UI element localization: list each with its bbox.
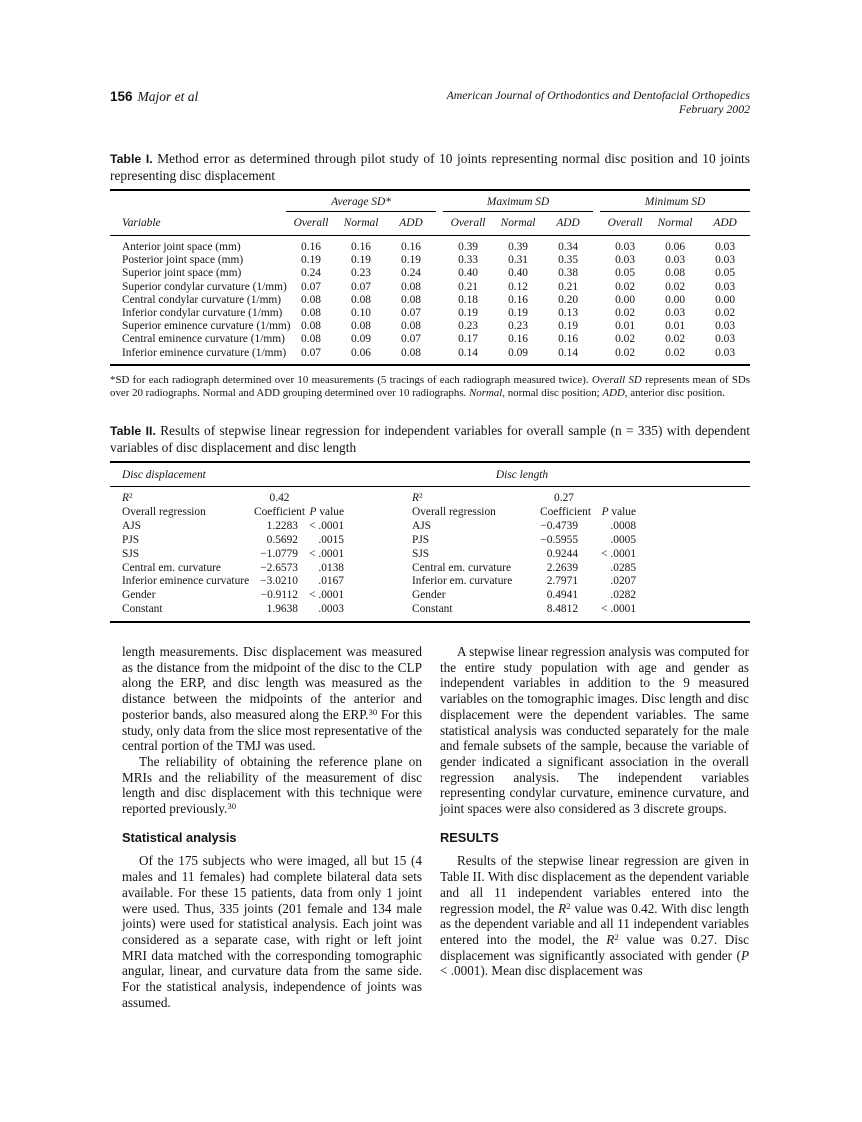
subheader-add: ADD <box>386 212 436 236</box>
column-spacer <box>352 603 400 622</box>
paragraph: A stepwise linear regression analysis was computed for the entire study population with age and gender as independent variables in addition to the 9 measured variables on the tomographic images. Disc length and disc displacement were the dependent variables. The same statistical analysis was conducted separately for the male and female subsets of the sample, because the variable of gender indicated a significant association in the overall regression analysis. The independent variables representing condylar curvature, eminence curvature, and joint spaces were also considered as 3 discrete groups. <box>440 644 749 817</box>
table-row: Central em. curvature −2.6573 .0138 Central em. curvature 2.2639 .0285 <box>122 561 637 574</box>
column-spacer <box>352 520 400 534</box>
row-label: Anterior joint space (mm) <box>122 241 241 253</box>
column-spacer <box>436 347 443 365</box>
column-spacer <box>436 281 443 294</box>
table-row: Inferior eminence curvature −3.0210 .0167 Inferior em. curvature 2.7971 .0207 <box>122 575 637 588</box>
table-row: Superior condylar curvature (1/mm) 0.07 0.07 0.08 0.21 0.12 0.21 0.02 0.02 0.03 <box>110 281 750 294</box>
column-spacer <box>593 267 600 280</box>
row-label: Inferior condylar curvature (1/mm) <box>122 307 283 320</box>
row-label: Superior condylar curvature (1/mm) <box>122 280 287 293</box>
table-row: Constant 1.9638 .0003 Constant 8.4812 < .0001 <box>110 603 750 622</box>
body-right-column <box>440 644 749 979</box>
journal-title: American Journal of Orthodontics and Dentofacial Orthopedics <box>446 88 750 102</box>
table1-caption <box>110 151 750 184</box>
column-spacer <box>352 562 400 576</box>
table1-footnote: *SD for each radiograph determined over 10 measurements (5 tracings of each radiograph measured twice). Overall SD represents mean of SDs over 20 radiographs. Normal and ADD grouping determined over 10 radiographs. Normal, normal disc position; ADD, anterior disc position. <box>110 374 750 400</box>
column-spacer <box>436 267 443 280</box>
table-row: PJS 0.5692 .0015 PJS −0.5955 .0005 <box>122 533 637 546</box>
paragraph: The reliability of obtaining the reference plane on MRIs and the reliability of the measurement of disc length and disc displacement with this technique were reported previously.$^{30}$ <box>122 753 422 817</box>
citation-superscript: 30 <box>368 706 378 717</box>
column-spacer <box>436 333 443 346</box>
table-row: Superior eminence curvature (1/mm) 0.08 0.08 0.08 0.23 0.23 0.19 0.01 0.01 0.03 <box>110 320 750 333</box>
r-squared-label: $R^2$ <box>412 490 423 504</box>
table2-title-row <box>110 462 750 487</box>
table-row: SJS −1.0779 < .0001 SJS 0.9244 < .0001 <box>122 547 637 560</box>
table1-group-header-row <box>110 190 750 212</box>
page-number: 156 <box>110 89 133 104</box>
row-label: Central eminence curvature (1/mm) <box>122 333 285 346</box>
table2-caption-text: Results of stepwise linear regression for independent variables for overall sample (n = 335) with dependent variables of disc displacement and disc length <box>110 423 750 455</box>
column-spacer <box>352 506 400 520</box>
column-spacer <box>436 320 443 333</box>
coefficient-header: Coefficient <box>540 505 592 518</box>
table-row: Inferior eminence curvature (1/mm) 0.07 0.06 0.08 0.14 0.09 0.14 0.02 0.02 0.03 <box>110 347 750 365</box>
r-squared-value: 0.42 <box>269 492 290 504</box>
column-spacer <box>593 347 600 365</box>
column-spacer <box>352 589 400 603</box>
table-row: AJS 1.2283 < .0001 AJS −0.4739 .0008 <box>122 519 637 532</box>
column-spacer <box>593 294 600 307</box>
disc-displacement-header: Disc displacement <box>110 462 352 487</box>
journal-head <box>447 88 750 116</box>
column-spacer <box>436 212 443 236</box>
column-spacer <box>352 462 400 487</box>
disc-length-header: Disc length <box>400 462 644 487</box>
table-row: Superior joint space (mm) 0.24 0.23 0.24 0.40 0.40 0.38 0.05 0.08 0.05 <box>110 267 750 280</box>
column-spacer <box>593 333 600 346</box>
column-spacer <box>352 575 400 589</box>
section-heading-results: RESULTS <box>440 829 499 845</box>
column-spacer <box>436 190 443 212</box>
p-value-header: P value <box>601 505 637 518</box>
row-label: Central condylar curvature (1/mm) <box>122 293 282 306</box>
column-spacer <box>593 307 600 320</box>
issue-date: February 2002 <box>678 102 750 116</box>
column-spacer <box>436 236 443 255</box>
running-authors: Major et al <box>137 89 199 104</box>
running-head <box>110 88 750 116</box>
table2-caption <box>110 423 750 456</box>
table-row: Anterior joint space (mm) 0.16 0.16 0.16 0.39 0.39 0.34 0.03 0.06 0.03 <box>110 236 750 255</box>
column-spacer <box>593 212 600 236</box>
body-left-column <box>122 644 422 1010</box>
table1-wrapper <box>110 189 750 366</box>
column-spacer <box>352 548 400 562</box>
table1-caption-label: Table I. <box>110 152 153 166</box>
column-spacer <box>593 281 600 294</box>
table1 <box>110 189 750 366</box>
subheader-add: ADD <box>543 212 593 236</box>
r-squared-label: $R^2$ <box>122 490 133 504</box>
subheader-normal: Normal <box>336 212 386 236</box>
coefficient-header: Coefficient <box>253 505 306 518</box>
subheader-add: ADD <box>700 212 750 236</box>
overall-regression-label: Overall regression <box>412 505 496 518</box>
table-row: Gender −0.9112 < .0001 Gender 0.4941 .0282 <box>122 589 637 602</box>
table-row: Central eminence curvature (1/mm) 0.08 0.09 0.07 0.17 0.16 0.16 0.02 0.02 0.03 <box>110 333 750 346</box>
row-label: Superior joint space (mm) <box>122 267 242 280</box>
r-squared-row <box>110 487 750 506</box>
column-spacer <box>644 462 750 487</box>
table2-wrapper <box>110 461 750 623</box>
column-spacer <box>110 190 286 212</box>
section-heading-statistical-analysis: Statistical analysis <box>122 829 237 845</box>
overall-regression-label: Overall regression <box>122 505 206 518</box>
column-spacer <box>593 320 600 333</box>
column-spacer <box>436 254 443 267</box>
column-spacer <box>593 254 600 267</box>
p-value-header: P value <box>309 505 345 518</box>
column-spacer <box>436 307 443 320</box>
paragraph: length measurements. Disc displacement was measured as the distance from the midpoint of the disc to the CLP along the ERP, and disc length was measured as the distance between the midpoints of the anterior and posterior bands, also measured along the ERP.$^{30}$ For this study, only data from the slice most representative of the central portion of the TMJ was used. <box>122 644 422 754</box>
variable-column-header: Variable <box>110 212 286 236</box>
row-label: Inferior eminence curvature (1/mm) <box>122 346 287 359</box>
row-label: Superior eminence curvature (1/mm) <box>122 320 291 333</box>
table1-subheader-row <box>110 212 750 236</box>
column-spacer <box>593 190 600 212</box>
table2-column-header-row <box>110 506 750 520</box>
subheader-normal: Normal <box>650 212 700 236</box>
table-row: Posterior joint space (mm) 0.19 0.19 0.19 0.33 0.31 0.35 0.03 0.03 0.03 <box>110 254 750 267</box>
subheader-normal: Normal <box>493 212 543 236</box>
folio <box>110 88 198 106</box>
subheader-overall: Overall <box>443 212 493 236</box>
subheader-overall: Overall <box>286 212 336 236</box>
paragraph: Results of the stepwise linear regression are given in Table II. With disc displacement as the dependent variable and all 11 independent variables entered into the regression model, the $R^2$ value was 0.42. With disc length as the dependent variable and all 11 independent variables entered into the model, the $R^2$ value was 0.27. Disc displacement was significantly associated with gender (P < .0001). Mean disc displacement was <box>440 853 749 979</box>
column-spacer <box>436 294 443 307</box>
table-row: Central condylar curvature (1/mm) 0.08 0.08 0.08 0.18 0.16 0.20 0.00 0.00 0.00 <box>110 294 750 307</box>
citation-superscript: 30 <box>227 801 237 812</box>
paragraph: Of the 175 subjects who were imaged, all but 15 (4 males and 11 females) had complete bilateral data sets available. For these 15 patients, data from only 1 joint were used. Thus, 335 joints (201 female and 134 male joints) were used for statistical analysis. Each joint was considered as a separate case, with right or left joint MRI data matched with the corresponding tomographic angular, linear, and curvature data from the same side. For the statistical analysis, independence of joints was assumed. <box>122 853 422 1010</box>
group-header-minimum-sd: Minimum SD <box>600 190 750 212</box>
column-spacer <box>352 534 400 548</box>
r-squared-value: 0.27 <box>554 492 574 504</box>
subheader-overall: Overall <box>600 212 650 236</box>
table-row: Inferior condylar curvature (1/mm) 0.08 0.10 0.07 0.19 0.19 0.13 0.02 0.03 0.02 <box>110 307 750 320</box>
column-spacer <box>593 236 600 255</box>
table2-caption-label: Table II. <box>110 424 156 438</box>
table1-caption-text: Method error as determined through pilot study of 10 joints representing normal disc position and 10 joints representing disc displacement <box>110 151 750 183</box>
column-spacer <box>352 487 400 506</box>
group-header-maximum-sd: Maximum SD <box>443 190 593 212</box>
table2 <box>110 461 750 623</box>
row-label: Posterior joint space (mm) <box>122 254 244 267</box>
group-header-average-sd: Average SD* <box>286 190 436 212</box>
